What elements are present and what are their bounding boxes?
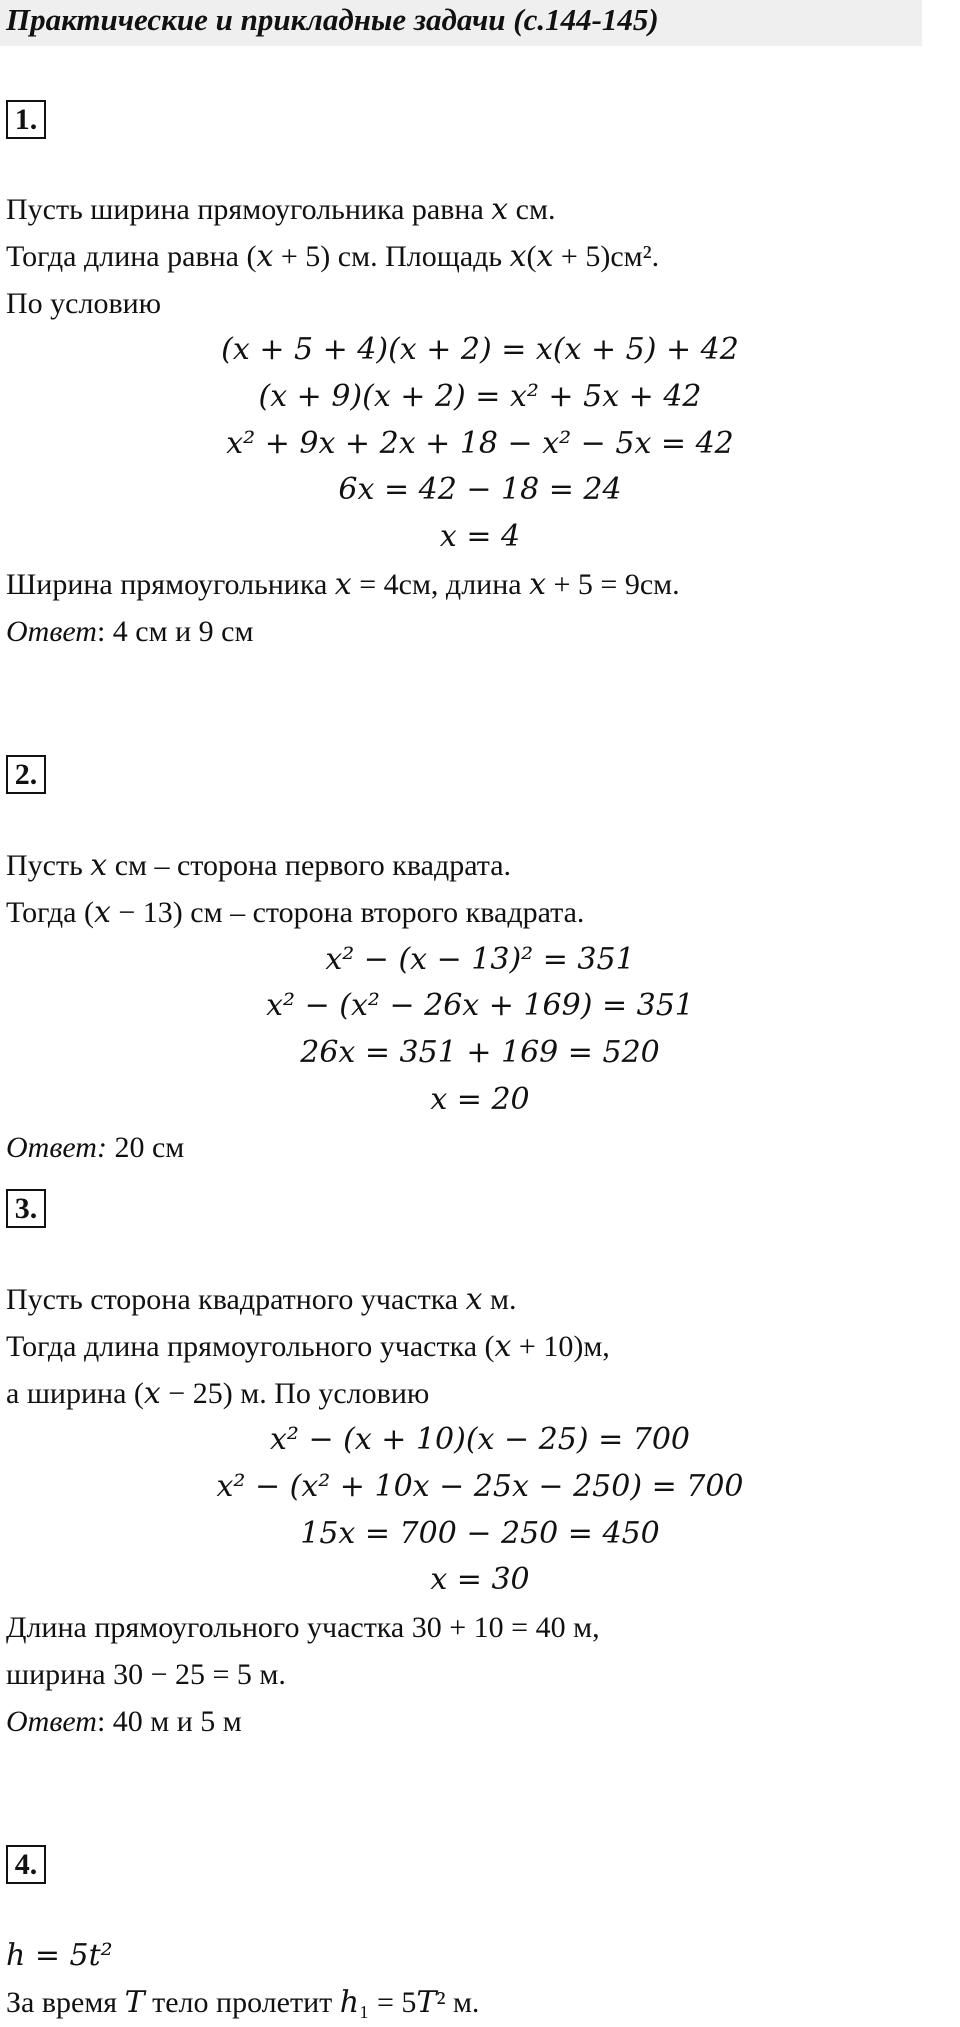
task-1-equation-1: (𝑥 + 5 + 4)(𝑥 + 2) = 𝑥(𝑥 + 5) + 42 (221, 332, 739, 367)
task-4-line-2: За время 𝑇 тело пролетит ℎ₁ = 5𝑇² м. (6, 1986, 480, 2019)
task-1-conclusion: Ширина прямоугольника 𝑥 = 4см, длина 𝑥 + 5 = 9см. (6, 568, 680, 601)
answer-label: Ответ (6, 1705, 97, 1738)
task-2-equation-4: 𝑥 = 20 (430, 1082, 530, 1117)
task-1-equation-5: 𝑥 = 4 (439, 519, 521, 554)
task-3-line-3: а ширина (𝑥 − 25) м. По условию (6, 1377, 430, 1410)
task-3-line-1: Пусть сторона квадратного участка 𝑥 м. (6, 1283, 517, 1316)
task-3-equation-1: 𝑥² − (𝑥 + 10)(𝑥 − 25) = 700 (269, 1422, 691, 1457)
task-2-equation-2: 𝑥² − (𝑥² − 26𝑥 + 169) = 351 (266, 988, 694, 1023)
task-number-1: 1. (6, 100, 46, 139)
task-3-equation-2: 𝑥² − (𝑥² + 10𝑥 − 25𝑥 − 250) = 700 (216, 1469, 744, 1504)
answer-label: Ответ (6, 615, 97, 648)
task-1-line-2: Тогда длина равна (𝑥 + 5) см. Площадь 𝑥(𝑥 + 5)см². (6, 240, 660, 273)
task-number-2: 2. (6, 755, 46, 794)
task-1-line-1: Пусть ширина прямоугольника равна 𝑥 см. (6, 193, 556, 226)
task-3-equation-4: 𝑥 = 30 (430, 1562, 530, 1597)
task-2-equation-1: 𝑥² − (𝑥 − 13)² = 351 (325, 942, 635, 977)
task-number-3: 3. (6, 1189, 46, 1228)
task-1-equation-4: 6𝑥 = 42 − 18 = 24 (338, 472, 622, 507)
task-1-equation-3: 𝑥² + 9𝑥 + 2𝑥 + 18 − 𝑥² − 5𝑥 = 42 (226, 426, 734, 461)
task-2-line-2: Тогда (𝑥 − 13) см – сторона второго квадрата. (6, 896, 585, 929)
answer-text: 20 см (106, 1131, 185, 1164)
task-3-conclusion-2: ширина 30 − 25 = 5 м. (6, 1658, 286, 1691)
task-1-equation-2: (𝑥 + 9)(𝑥 + 2) = 𝑥² + 5𝑥 + 42 (258, 379, 702, 414)
task-2-answer (6, 1130, 184, 1166)
task-number-4: 4. (6, 1845, 46, 1884)
task-3-equation-3: 15𝑥 = 700 − 250 = 450 (300, 1516, 660, 1551)
page-header (0, 0, 922, 46)
task-3-conclusion-1: Длина прямоугольного участка 30 + 10 = 40 м, (6, 1611, 600, 1644)
task-2-line-1: Пусть 𝑥 см – сторона первого квадрата. (6, 849, 512, 882)
task-3-answer (6, 1704, 242, 1740)
task-3-line-2: Тогда длина прямоугольного участка (𝑥 + 10)м, (6, 1330, 610, 1363)
task-2-equation-3: 26𝑥 = 351 + 169 = 520 (300, 1035, 660, 1070)
task-1-answer (6, 614, 253, 650)
answer-text: : 4 см и 9 см (96, 615, 254, 648)
page-title: Практические и прикладные задачи (с.144-145) (6, 2, 659, 37)
answer-label: Ответ: (6, 1131, 107, 1164)
answer-text: : 40 м и 5 м (96, 1705, 242, 1738)
task-1-line-3: По условию (6, 287, 162, 320)
task-4-line-1: ℎ = 5𝑡² (6, 1938, 113, 1973)
